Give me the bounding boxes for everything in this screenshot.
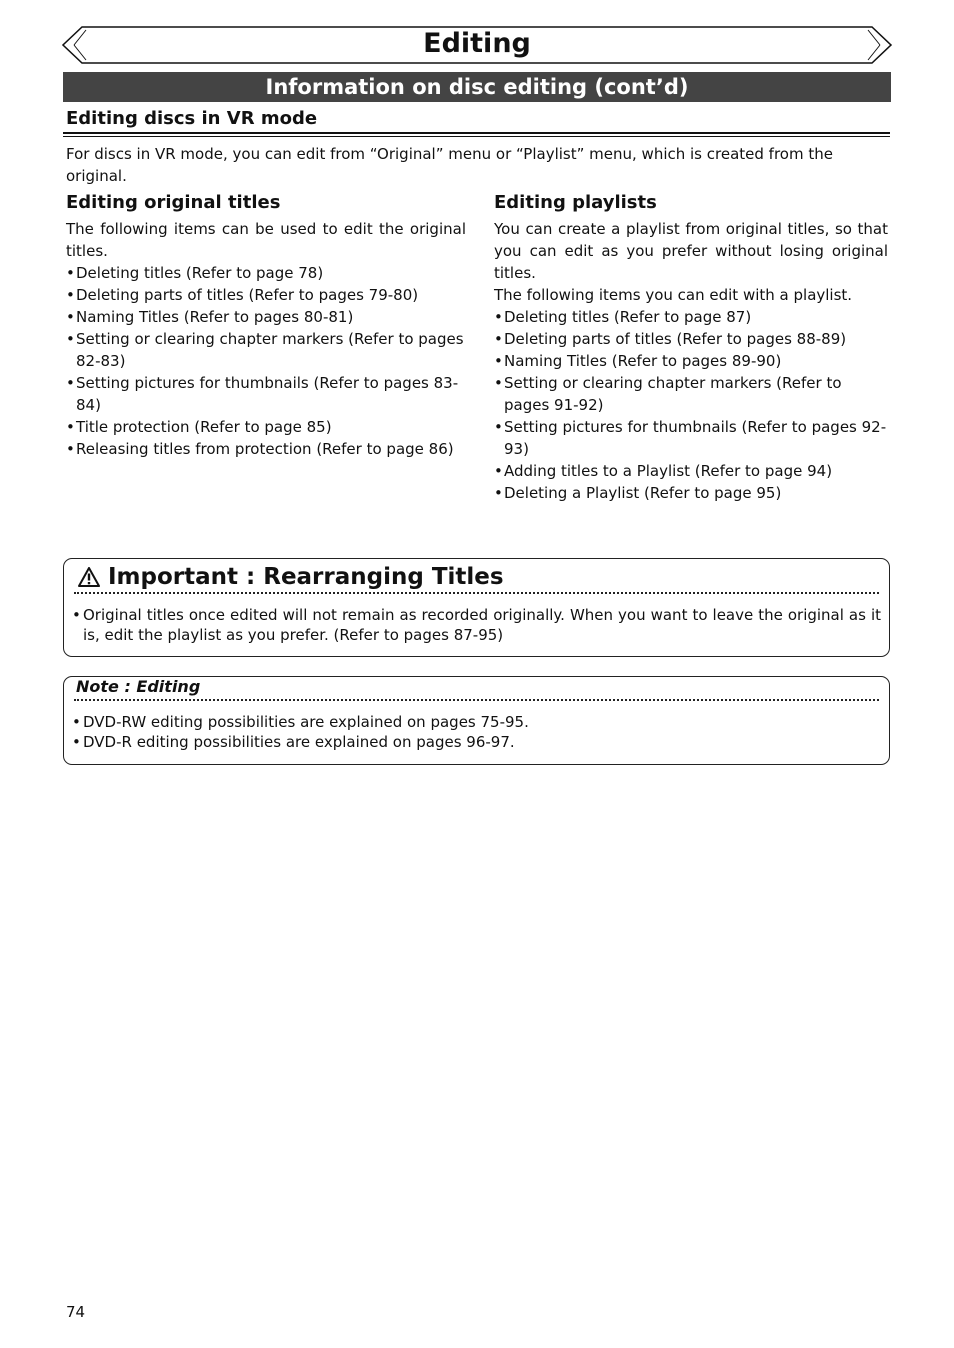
important-title-row (78, 561, 504, 593)
original-titles-heading: Editing original titles (66, 192, 281, 213)
note-divider (74, 699, 879, 701)
list-item: • Deleting a Playlist (Refer to page 95) (494, 482, 888, 504)
list-item: • Deleting titles (Refer to page 87) (494, 306, 888, 328)
section-title: Information on disc editing (cont’d) (63, 72, 891, 102)
playlists-list (494, 306, 888, 504)
list-item: • Setting pictures for thumbnails (Refer to pages 92-93) (494, 416, 888, 460)
note-title: Note : Editing (76, 677, 201, 696)
playlists-column (494, 191, 888, 504)
list-item: • DVD-R editing possibilities are explained on pages 96-97. (72, 732, 881, 752)
list-item: • Setting or clearing chapter markers (Refer to pages 91-92) (494, 372, 888, 416)
list-item: • Releasing titles from protection (Refer to page 86) (66, 438, 466, 460)
page-number: 74 (66, 1303, 86, 1321)
note-body (72, 712, 881, 752)
list-item: • Adding titles to a Playlist (Refer to page 94) (494, 460, 888, 482)
original-titles-list (66, 262, 466, 460)
important-body (72, 605, 881, 645)
warning-triangle-icon (78, 567, 100, 587)
list-item: • Naming Titles (Refer to pages 80-81) (66, 306, 466, 328)
subsection-rule-thin (63, 136, 890, 137)
list-item: • Original titles once edited will not remain as recorded originally. When you want to leave the original as it is, edit the playlist as you prefer. (Refer to pages 87-95) (72, 605, 881, 645)
original-titles-column (66, 191, 466, 460)
playlists-heading: Editing playlists (494, 192, 657, 213)
important-list (72, 605, 881, 645)
list-item: • Naming Titles (Refer to pages 89-90) (494, 350, 888, 372)
playlists-intro-2: The following items you can edit with a playlist. (494, 286, 853, 304)
list-item: • Deleting parts of titles (Refer to pages 79-80) (66, 284, 466, 306)
list-item: • DVD-RW editing possibilities are explained on pages 75-95. (72, 712, 881, 732)
original-titles-intro: The following items can be used to edit the original titles. (66, 220, 466, 260)
list-item: • Setting or clearing chapter markers (Refer to pages 82-83) (66, 328, 466, 372)
note-list (72, 712, 881, 752)
important-title: Important : Rearranging Titles (108, 564, 504, 590)
chapter-banner (62, 26, 892, 64)
important-box (63, 558, 890, 657)
list-item: • Deleting titles (Refer to page 78) (66, 262, 466, 284)
subsection-intro: For discs in VR mode, you can edit from “Original” menu or “Playlist” menu, which is created from the original. (66, 145, 833, 185)
subsection-title: Editing discs in VR mode (66, 108, 318, 129)
list-item: • Deleting parts of titles (Refer to pages 88-89) (494, 328, 888, 350)
playlists-intro: You can create a playlist from original titles, so that you can edit as you prefer without losing original titles. (494, 220, 888, 282)
list-item: • Title protection (Refer to page 85) (66, 416, 466, 438)
subsection-rule (63, 132, 890, 134)
note-box (63, 676, 890, 765)
chapter-title: Editing (423, 28, 531, 59)
important-divider (74, 592, 879, 594)
list-item: • Setting pictures for thumbnails (Refer to pages 83-84) (66, 372, 466, 416)
